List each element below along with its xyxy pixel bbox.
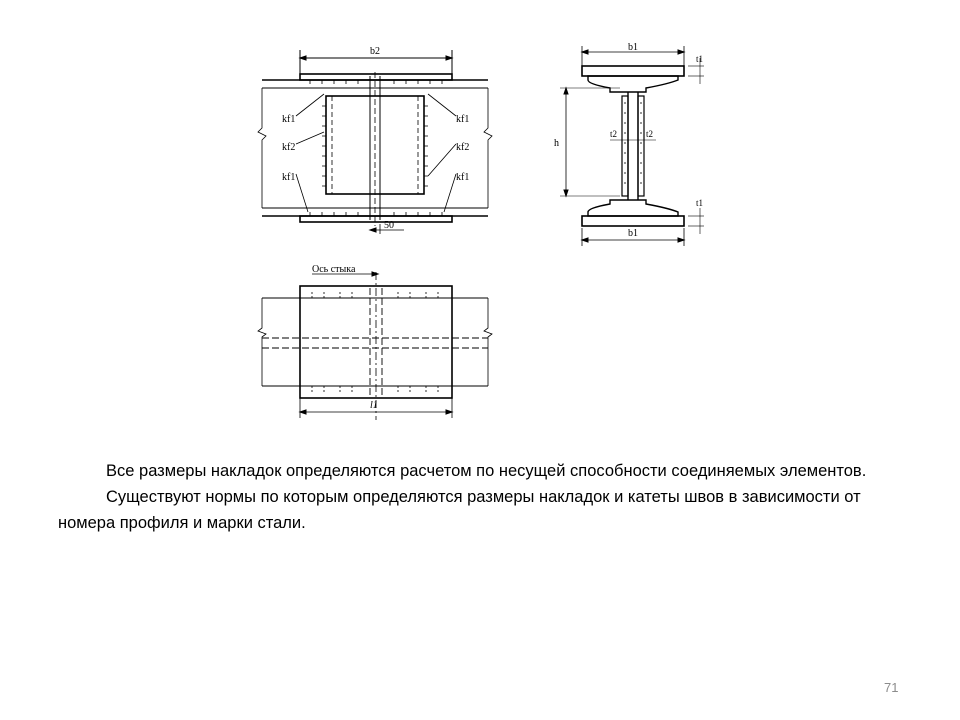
dim-b1-bottom-label: b1: [628, 228, 638, 239]
dim-t1-bottom-label: t1: [696, 198, 704, 208]
splice-drawing-svg: [248, 36, 708, 420]
dim-b2-label: b2: [370, 46, 380, 57]
dim-l1-label: l1: [370, 400, 378, 411]
weld-label-left-top: kf1: [282, 114, 296, 125]
weld-label-right-bottom: kf1: [456, 172, 470, 183]
dim-b1-top-label: b1: [628, 42, 638, 53]
weld-label-right-mid: kf2: [456, 142, 470, 153]
section-view: [554, 42, 704, 246]
page-number: 71: [884, 680, 899, 695]
weld-label-right-top: kf1: [456, 114, 470, 125]
weld-label-left-mid: kf2: [282, 142, 296, 153]
joint-axis-label: Ось стыка: [312, 264, 356, 275]
steel-splice-drawing: [248, 36, 708, 420]
dim-t2-left-label: t2: [610, 129, 618, 139]
paragraph-1: Все размеры накладок определяются расчетом по несущей способности соединяемых элементов.: [106, 462, 867, 480]
dim-t1-top-label: t1: [696, 54, 704, 64]
top-view: [258, 46, 492, 234]
dim-t2-right-label: t2: [646, 129, 654, 139]
paragraph-2: Существуют нормы по которым определяются размеры накладок и катеты швов в зависимости от номера профиля и марки стали.: [58, 488, 861, 532]
weld-label-left-bottom: kf1: [282, 172, 296, 183]
plan-view: [258, 264, 492, 420]
body-text: [58, 458, 918, 536]
dim-h-label: h: [554, 138, 559, 149]
dim-50-label: 50: [384, 220, 394, 231]
